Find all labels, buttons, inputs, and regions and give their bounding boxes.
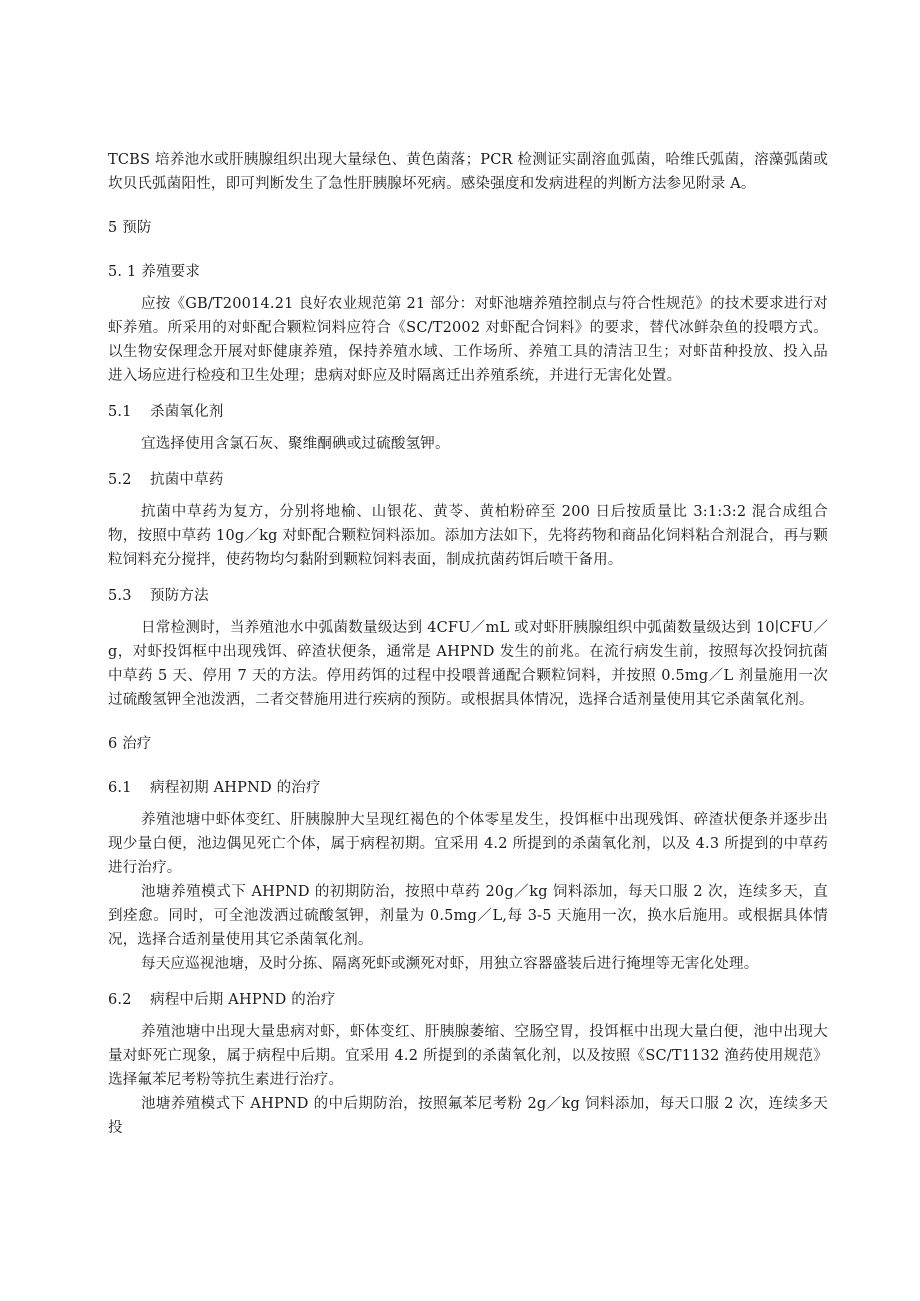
section-5-2-number: 5.2 (108, 472, 132, 488)
section-5-1-number: 5.1 (108, 404, 132, 420)
section-6-2-paragraph-1: 养殖池塘中出现大量患病对虾，虾体变红、肝胰腺萎缩、空肠空胃，投饵框中出现大量白便，池中出现大量对虾死亡现象，属于病程中后期。宜采用 4.2 所提到的杀菌氧化剂，以及按照《SC/T1132 渔药使用规范》选择氟苯尼考粉等抗生素进行治疗。 (108, 1024, 828, 1088)
section-5-2-heading (108, 468, 828, 492)
section-5-3-body: 日常检测时，当养殖池水中弧菌数量级达到 4CFU／mL 或对虾肝胰腺组织中弧菌数量级达到 10∣CFU／g，对虾投饵框中出现残饵、碎渣状便条，通常是 AHPND 发生的前兆。在流行病发生前，按照每次投饲抗菌中草药 5 天、停用 7 天的方法。停用药饵的过程中投喂普通配合颗粒饲料，并按照 0.5mg／L 剂量施用一次过硫酸氢钾全池泼洒，二者交替施用进行疾病的预防。或根据具体情况，选择合适剂量使用其它杀菌氧化剂。 (108, 620, 828, 708)
section-6-1-paragraph-2: 池塘养殖模式下 AHPND 的初期防治，按照中草药 20g／kg 饲料添加，每天口服 2 次，连续多天，直到痊愈。同时，可全池泼洒过硫酸氢钾，剂量为 0.5mg／L,每 3-5 天施用一次，换水后施用。或根据具体情况，选择合适剂量使用其它杀菌氧化剂。 (108, 884, 828, 948)
section-6-1-number: 6.1 (108, 780, 132, 796)
section-6-1-heading (108, 776, 828, 800)
section-6-1-title: 病程初期 AHPND 的治疗 (150, 780, 321, 796)
section-5-requirements-body: 应按《GB/T20014.21 良好农业规范第 21 部分：对虾池塘养殖控制点与符合性规范》的技术要求进行对虾养殖。所采用的对虾配合颗粒饲料应符合《SC/T2002 对虾配合饲料》的要求，替代冰鲜杂鱼的投喂方式。以生物安保理念开展对虾健康养殖，保持养殖水域、工作场所、养殖工具的清洁卫生；对虾苗种投放、投入品进入场应进行检疫和卫生处理；患病对虾应及时隔离迁出养殖系统，并进行无害化处置。 (108, 296, 828, 384)
section-6-2-number: 6.2 (108, 992, 132, 1008)
section-6-1-paragraph-3: 每天应巡视池塘，及时分拣、隔离死虾或濒死对虾，用独立容器盛装后进行掩埋等无害化处理。 (141, 956, 759, 972)
section-5-1-heading (108, 400, 828, 424)
section-5-3-heading (108, 584, 828, 608)
section-5-subheading-requirements: 5. 1 养殖要求 (108, 264, 201, 280)
section-5-1-body: 宜选择使用含氯石灰、聚维酮碘或过硫酸氢钾。 (141, 436, 450, 452)
section-5-1-title: 杀菌氧化剂 (150, 404, 224, 420)
section-5-heading: 5 预防 (108, 220, 152, 236)
section-6-heading: 6 治疗 (108, 736, 152, 752)
section-6-2-heading (108, 988, 828, 1012)
section-5-2-title: 抗菌中草药 (150, 472, 224, 488)
section-5-2-body: 抗菌中草药为复方，分别将地榆、山银花、黄苓、黄柏粉碎至 200 日后按质量比 3:1:3:2 混合成组合物，按照中草药 10g／kg 对虾配合颗粒饲料添加。添加方法如下，先将药物和商品化饲料粘合剂混合，再与颗粒饲料充分搅拌，使药物均匀黏附到颗粒饲料表面，制成抗菌药饵后喷干备用。 (108, 504, 828, 568)
section-6-1-paragraph-1: 养殖池塘中虾体变红、肝胰腺肿大呈现红褐色的个体零星发生，投饵框中出现残饵、碎渣状便条并逐步出现少量白便，池边偶见死亡个体，属于病程初期。宜采用 4.2 所提到的杀菌氧化剂，以及 4.3 所提到的中草药进行治疗。 (108, 812, 828, 876)
intro-paragraph: TCBS 培养池水或肝胰腺组织出现大量绿色、黄色菌落；PCR 检测证实副溶血弧菌，哈维氏弧菌，溶藻弧菌或坎贝氏弧菌阳性，即可判断发生了急性肝胰腺坏死病。感染强度和发病进程的判断方法参见附录 A。 (108, 152, 828, 192)
document-page (108, 148, 828, 1140)
section-6-2-paragraph-2: 池塘养殖模式下 AHPND 的中后期防治，按照氟苯尼考粉 2g／kg 饲料添加，每天口服 2 次，连续多天投 (108, 1096, 828, 1136)
section-5-3-title: 预防方法 (150, 588, 209, 604)
section-5-3-number: 5.3 (108, 588, 132, 604)
section-6-2-title: 病程中后期 AHPND 的治疗 (150, 992, 336, 1008)
